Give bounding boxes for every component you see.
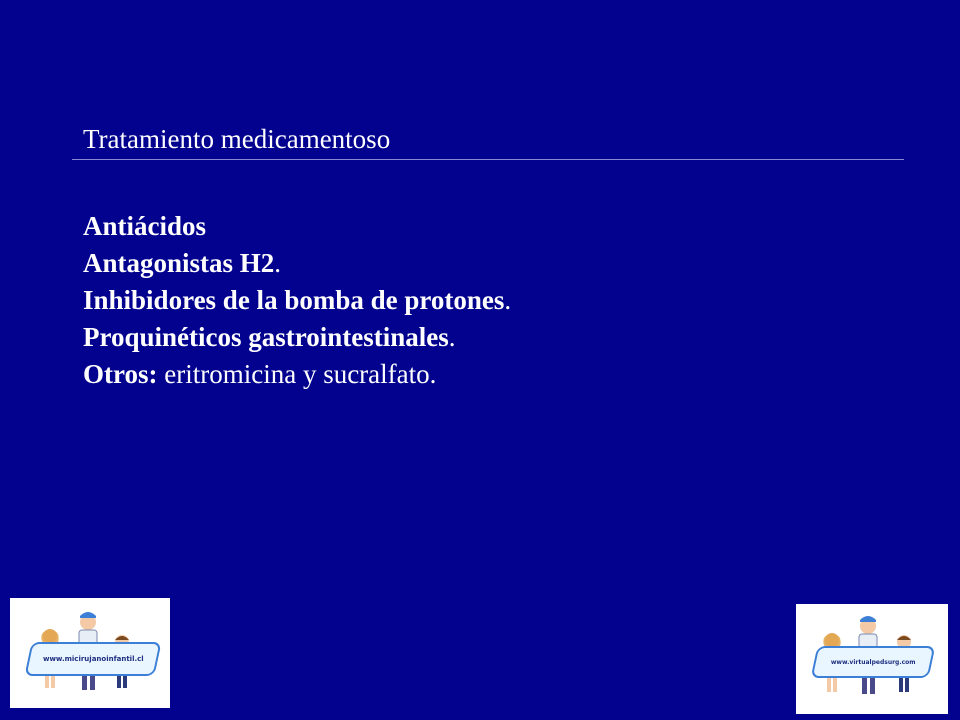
micirujanoinfantil-logo [10,598,170,708]
virtualpedsurg-logo [796,604,948,714]
url-banner: www.virtualpedsurg.com [811,646,936,678]
list-item: Proquinéticos gastrointestinales. [83,322,456,352]
url-banner: www.micirujanoinfantil.cl [24,642,161,676]
list-item: Inhibidores de la bomba de protones. [83,285,512,315]
slide-title: Tratamiento medicamentoso [83,124,391,154]
title-divider [72,159,904,160]
list-item: Antagonistas H2. [83,248,282,278]
list-item: Otros: eritromicina y sucralfato. [83,359,437,389]
treatment-list [83,208,511,393]
list-item: Antiácidos [83,211,207,241]
